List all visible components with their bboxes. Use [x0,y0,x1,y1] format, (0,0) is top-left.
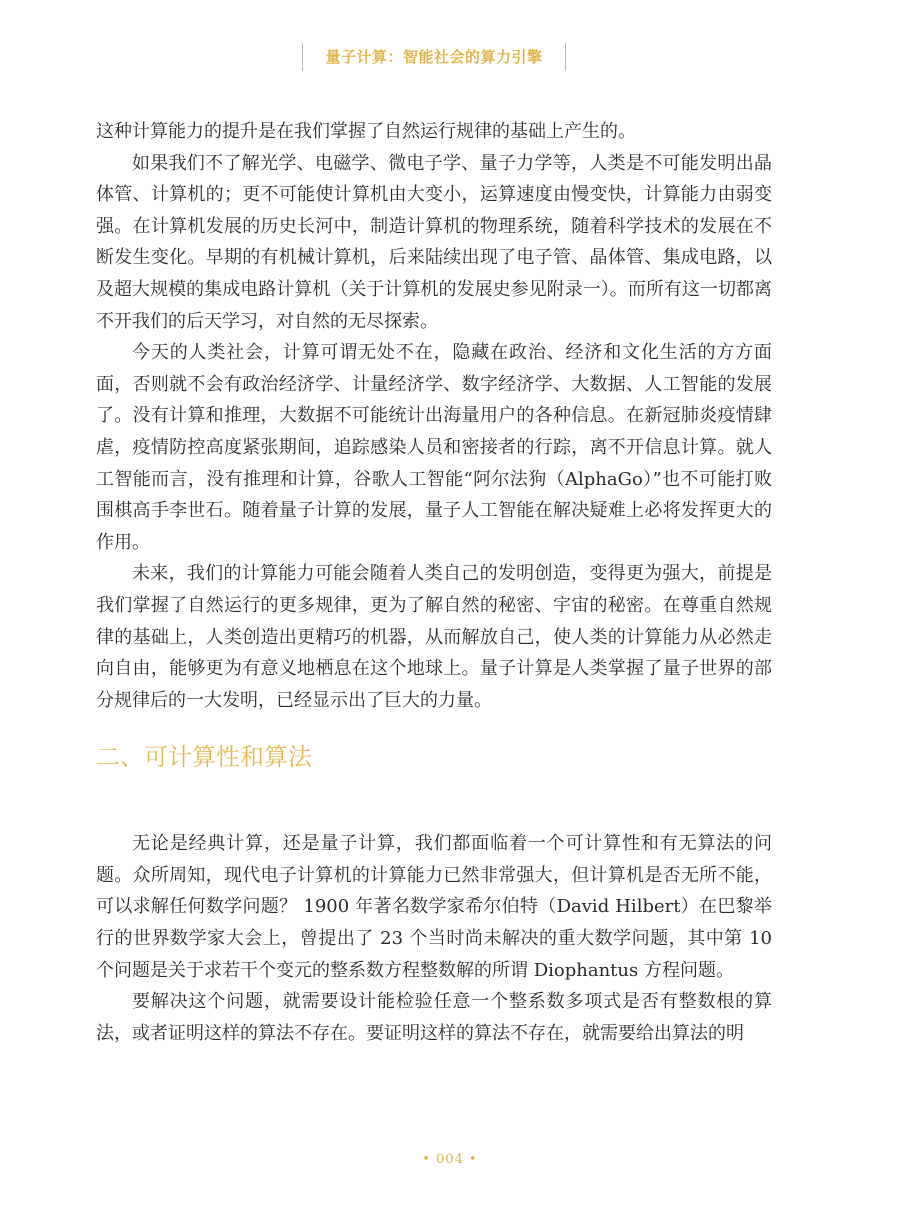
body-paragraph-5: 无论是经典计算，还是量子计算，我们都面临着一个可计算性和有无算法的问题。众所周知，现代电子计算机的计算能力已然非常强大，但计算机是否无所不能，可以求解任何数学问题？ 1900 年著名数学家希尔伯特（David Hilbert）在巴黎举行的世界数学家大会上，曾提出了 23 个当时尚未解决的重大数学问题，其中第 10 个问题是关于求若干个变元的整系数方程整数解的所谓 Diophantus 方程问题。 [96,833,772,981]
page-body [96,116,772,1049]
running-head-title: 量子计算：智能社会的算力引擎 [302,43,566,71]
section-heading: 二、可计算性和算法 [96,743,312,772]
body-paragraph-2: 如果我们不了解光学、电磁学、微电子学、量子力学等，人类是不可能发明出晶体管、计算机的；更不可能使计算机由大变小，运算速度由慢变快，计算能力由弱变强。在计算机发展的历史长河中，制造计算机的物理系统，随着科学技术的发展在不断发生变化。早期的有机械计算机，后来陆续出现了电子管、晶体管、集成电路，以及超大规模的集成电路计算机（关于计算机的发展史参见附录一）。而所有这一切都离不开我们的后天学习，对自然的无尽探索。 [96,152,772,332]
body-paragraph-3: 今天的人类社会，计算可谓无处不在，隐藏在政治、经济和文化生活的方方面面，否则就不会有政治经济学、计量经济学、数字经济学、大数据、人工智能的发展了。没有计算和推理，大数据不可能统计出海量用户的各种信息。在新冠肺炎疫情肆虐，疫情防控高度紧张期间，追踪感染人员和密接者的行踪，离不开信息计算。就人工智能而言，没有推理和计算，谷歌人工智能“阿尔法狗（AlphaGo）”也不可能打败围棋高手李世石。随着量子计算的发展，量子人工智能在解决疑难上必将发挥更大的作用。 [96,342,772,553]
body-paragraph-6: 要解决这个问题，就需要设计能检验任意一个整系数多项式是否有整数根的算法，或者证明这样的算法不存在。要证明这样的算法不存在，就需要给出算法的明 [96,991,772,1044]
page-number: • 004 • [422,1152,478,1167]
body-paragraph-4: 未来，我们的计算能力可能会随着人类自己的发明创造，变得更为强大，前提是我们掌握了自然运行的更多规律，更为了解自然的秘密、宇宙的秘密。在尊重自然规律的基础上，人类创造出更精巧的机器，从而解放自己，使人类的计算能力从必然走向自由，能够更为有意义地栖息在这个地球上。量子计算是人类掌握了量子世界的部分规律后的一大发明，已经显示出了巨大的力量。 [96,563,772,711]
body-paragraph-1: 这种计算能力的提升是在我们掌握了自然运行规律的基础上产生的。 [96,121,636,142]
